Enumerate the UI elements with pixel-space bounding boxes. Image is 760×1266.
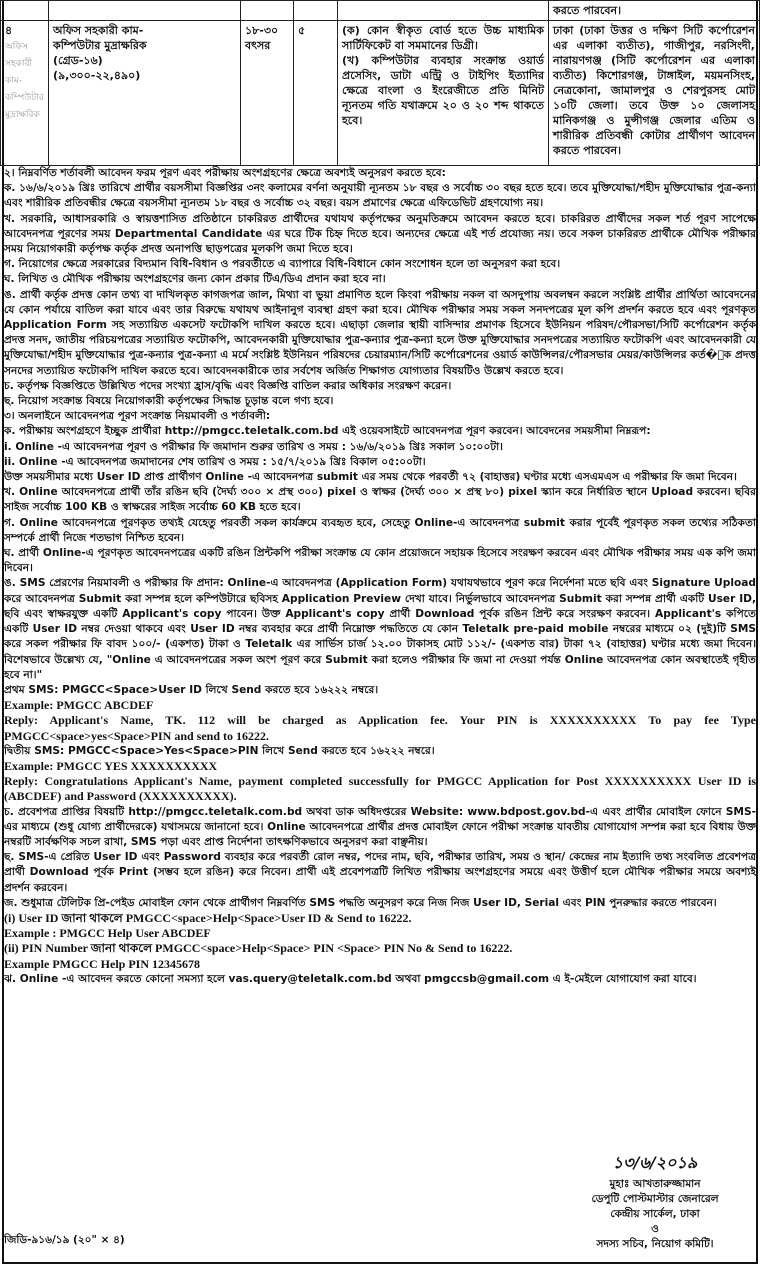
reference-number: জিডি-৯১৬/১৯ (২০" × ৪) — [4, 1234, 125, 1246]
table-row — [1, 21, 760, 166]
paragraph: খ. Online আবেদনপত্রে প্রার্থী তাঁর রঙিন ছবি (দৈর্ঘ্য ৩০০ × প্রস্থ ৩০০) pixel ও স্বাক্ষর (দৈর্ঘ্য ৩০০ × প্রস্থ ৮০) pixel স্ক্যান করে নির্ধারিত স্থানে Upload করবেন। ছবির সাইজ সর্বোচ্চ 100 KB ও স্বাক্ষরের সাইজ সর্বোচ্চ 60 KB হতে হবে। — [4, 486, 756, 514]
paragraph: Example PMGCC Help PIN 12345678 — [4, 956, 200, 971]
signature-mark: ১৩/৬/২০১৯ — [612, 1153, 698, 1172]
paragraph: খ. সরকারি, আধাসরকারি ও স্বায়ত্তশাসিত প্রতিষ্ঠানে চাকরিরত প্রার্থীদের যথাযথ কর্তৃপক্ষের অনুমতিক্রমে আবেদন করতে হবে। চাকরিরত প্রার্থীদের সকল শর্ত পূরণ সাপেক্ষে আবেদনপত্র পূরণের সময় Departmental Candidate এর ঘরে টিক চিহ্ন দিতে হবে। অন্যদের ক্ষেত্রে এই শর্ত প্রযোজ্য নয়। তবে সকল চাকরিরত প্রার্থীকে মৌখিক পরীক্ষার সময় নিয়োগকারী কর্তৃপক্ষ কর্তৃক প্রদত্ত অনাপত্তি ছাড়পত্রের মূলকপি জমা দিতে হবে। — [4, 212, 756, 256]
signatory-name: মুহাঃ আখতারুজ্জামান — [609, 1178, 701, 1190]
paragraph: ঘ. প্রার্থী Online-এ পূরণকৃত আবেদনপত্রের একটি রঙিন প্রিন্টকপি পরীক্ষা সংক্রান্ত যে কোন প্রয়োজনে সহায়ক হিসেবে সংরক্ষণ করবেন এবং মৌখিক পরীক্ষার সময় এক কপি জমা দিবেন। — [4, 547, 756, 575]
post-name-2: কম্পিউটার মুদ্রাক্ষরিক — [53, 39, 147, 52]
paragraph: ৩। অনলাইনে আবেদনপত্র পূরণ সংক্রান্ত নিয়মাবলী ও শর্তাবলী: — [4, 410, 271, 423]
paragraph: Example: PMGCC ABCDEF — [4, 698, 154, 713]
paragraph: প্রথম SMS: PMGCC<Space>User ID লিখে Send করতে হবে ১৬২২২ নম্বরে। — [4, 683, 379, 696]
paragraph: ক. পরীক্ষায় অংশগ্রহণে ইচ্ছুক প্রার্থীরা http://pmgcc.teletalk.com.bd এই ওয়েবসাইটে আবেদনপত্র পূরণ করবেন। আবেদনের সময়সীমা নিম্নরূপ: — [4, 425, 651, 438]
post-count: ৫ — [294, 21, 338, 166]
paragraph: গ. Online আবেদনপত্রে পূরণকৃত তথ্যই যেহেতু পরবর্তী সকল কার্যক্রমে ব্যবহৃত হবে, সেহেতু Online-এ আবেদনপত্র submit করার পূর্বেই পূরণকৃত সকল তথ্যের সঠিকতা সম্পর্কে প্রার্থী নিজে শতভাগ নিশ্চিত হবেন। — [4, 516, 756, 544]
post-name-1: অফিস সহকারী কাম- — [53, 24, 144, 37]
paragraph: চ. কর্তৃপক্ষ বিজ্ঞপ্তিতে উল্লিখিত পদের সংখ্যা হ্রাস/বৃদ্ধি এবং বিজ্ঞপ্তি বাতিল করার অধিকার সংরক্ষণ করেন। — [4, 379, 452, 392]
paragraph: ঝ. Online -এ আবেদন করতে কোনো সমস্যা হলে vas.query@teletalk.com.bd অথবা pmgccsb@gmail.com এ ই-মেইলে যোগাযোগ করা যাবে। — [4, 972, 697, 985]
paragraph: ঙ. প্রার্থী কর্তৃক প্রদত্ত কোন তথ্য বা দাখিলকৃত কাগজপত্র জাল, মিথ্যা বা ভুয়া প্রমাণিত হলে কিংবা পরীক্ষায় নকল বা অসদুপায় অবলম্বন করলে সংশ্লিষ্ট প্রার্থীর প্রার্থিতা আবেদনের যে কোন পর্যায়ে বাতিল করা যাবে এবং তার বিরুদ্ধে যথাযথ আইনানুগ ব্যবস্থা গ্রহণ করা হবে। মৌখিক পরীক্ষার সময় সকল সনদপত্রের মূল কপি প্রদর্শন করতে হবে এবং পূরণকৃত Application Form সহ সত্যায়িত একসেট ফটোকপি দাখিল করতে হবে। এছাড়া জেলার স্থায়ী বাসিন্দার প্রমাণক হিসেবে ইউনিয়ন পরিষদ/পৌরসভা/সিটি কর্পোরেশন কর্তৃক প্রদত্ত সনদ, জাতীয় পরিচয়পত্রের সত্যায়িত ফটোকপি, আবেদনকারী মুক্তিযোদ্ধার পুত্র-কন্যার পুত্র-কন্যা হলে উক্ত মুক্তিযোদ্ধার সনদপত্রের সত্যায়িত ফটোকপি এবং আবেদনকারী যে মুক্তিযোদ্ধা/শহীদ মুক্তিযোদ্ধার পুত্র-কন্যার পুত্র-কন্যা এ মর্মে সংশ্লিষ্ট ইউনিয়ন পরিষদের চেয়ারম্যান/সিটি কর্পোরেশনের ওয়ার্ড কাউন্সিলর/পৌরসভার মেয়র/কাউন্সিলর কর্ত�ৃক প্রদত্ত সনদের সত্যায়িত ফটোকপি দাখিল করতে হবে। আবেদনকারীকে তার সর্বশেষ অর্জিত শিক্ষাগত যোগ্যতার বিষয়টিও উল্লেখ করতে হবে। — [4, 288, 756, 377]
signatory-office: কেন্দ্রীয় সার্কেল, ঢাকা — [610, 1208, 700, 1220]
paragraph: (ii) PIN Number জানা থাকলে PMGCC<space>Help<Space> PIN <Space> PIN No & Send to 16222. — [4, 941, 513, 956]
previous-row-text: করতে পারবেন। — [549, 1, 760, 21]
post-pay-scale: (৯,৩০০-২২,৪৯০) — [53, 69, 141, 82]
paragraph: ছ. SMS-এ প্রেরিত User ID এবং Password ব্যবহার করে পরবর্তী রোল নম্বর, পদের নাম, ছবি, পরীক্ষার তারিখ, সময় ও স্থান/ কেন্দ্রের নাম ইত্যাদি তথ্য সংবলিত প্রবেশপত্র প্রার্থী Download পূর্বক Print (সম্ভব হলে রঙিন) করে নিবেন। প্রার্থী এই প্রবেশপত্রটি লিখিত পরীক্ষায় অংশগ্রহণের সময়ে এবং উত্তীর্ণ হলে মৌখিক পরীক্ষার সময়ে অবশ্যই প্রদর্শন করবেন। — [4, 851, 756, 894]
paragraph: Example: PMGCC YES XXXXXXXXXX — [4, 758, 218, 773]
paragraph: Reply: Applicant's Name, TK. 112 will be charged as Application fee. Your PIN is XXXXXXXXXX To pay fee Type PMGCC<space>yes<Space>PIN and send to 16222. — [4, 713, 756, 743]
vacancy-table — [0, 0, 760, 166]
serial-number: ৪ — [5, 24, 13, 37]
paragraph: ২। নিম্নবর্ণিত শর্তাবলী আবেদন ফরম পূরণ এবং পরীক্ষায় অংশগ্রহণের ক্ষেত্রে অবশ্যই অনুসরণ করতে হবে: — [4, 167, 446, 179]
paragraph: ঘ. লিখিত ও মৌখিক পরীক্ষায় অংশগ্রহণের জন্য কোন প্রকার টিএ/ডিএ প্রদান করা হবে না। — [4, 273, 386, 286]
eligible-districts: ঢাকা (ঢাকা উত্তর ও দক্ষিণ সিটি কর্পোরেশন এর এলাকা ব্যতীত), গাজীপুর, নরসিংদী, নারায়ণগঞ্জ (সিটি কর্পোরেশন এর এলাকা ব্যতীত) কিশোরগঞ্জ, টাঙ্গাইল, ময়মনসিংহ, নেত্রকোনা, জামালপুর ও শেরপুরসহ মোট ১০টি জেলা। তবে উক্ত ১০ জেলাসহ মানিকগঞ্জ ও মুন্সীগঞ্জ জেলার এতিম ও শারীরিক প্রতিবন্ধী কোটার প্রার্থীগণ আবেদন করতে পারবেন। — [549, 21, 760, 166]
paragraph: Reply: Congratulations Applicant's Name, payment completed successfully for PMGCC Application for Post XXXXXXXXXX User ID is (ABCDEF) and Password (XXXXXXXXXX). — [4, 774, 756, 804]
paragraph: জ. শুধুমাত্র টেলিটক প্রি-পেইড মোবাইল ফোন থেকে প্রার্থীগণ নিম্নবর্ণিত SMS পদ্ধতি অনুসরণ করে নিজ নিজ User ID, Serial এবং PIN পুনরুদ্ধার করতে পারবেন। — [4, 896, 717, 909]
paragraph: (i) User ID জানা থাকলে PMGCC<space>Help<Space>User ID & Send to 16222. — [4, 910, 412, 925]
paragraph: দ্বিতীয় SMS: PMGCC<Space>Yes<Space>PIN লিখে Send করতে হবে ১৬২২২ নম্বরে। — [4, 744, 435, 757]
signatory-designation: ডেপুটি পোস্টমাস্টার জেনারেল — [591, 1193, 719, 1205]
post-grade: (গ্রেড-১৬) — [53, 54, 103, 67]
signature-block — [560, 1155, 750, 1252]
paragraph: ii. Online -এ আবেদনপত্র জমাদানের শেষ তারিখ ও সময় : ১৫/৭/২০১৯ খ্রিঃ বিকাল ০৫:০০টা। — [4, 455, 426, 468]
paragraph: গ. নিয়োগের ক্ষেত্রে সরকারের বিদ্যমান বিধি-বিধান ও পরবর্তীতে এ ব্যাপারে বিধি-বিধানে কোন সংশোধন হলে তা অনুসরণ করা হবে। — [4, 258, 561, 271]
age-limit: ১৮-৩০ বৎসর — [241, 21, 294, 166]
paragraph: Example : PMGCC Help User ABCDEF — [4, 926, 211, 941]
paragraph: ঙ. SMS প্রেরণের নিয়মাবলী ও পরীক্ষার ফি প্রদান: Online-এ আবেদনপত্র (Application Form) যথাযথভাবে পূরণ করে নির্দেশনা মতে ছবি এবং Signature Upload করে আবেদনপত্র Submit করা সম্পন্ন হলে কম্পিউটারে ছবিসহ Application Preview দেখা যাবে। নির্ভুলভাবে আবেদনপত্র Submit করা সম্পন্ন প্রার্থী একটি User ID, ছবি এবং স্বাক্ষরযুক্ত একটি Applicant's copy পাবেন। উক্ত Applicant's copy প্রার্থী Download পূর্বক রঙিন প্রিন্ট করে সংরক্ষণ করবেন। Applicant's কপিতে একটি User ID নম্বর দেওয়া থাকবে এবং User ID নম্বর ব্যবহার করে প্রার্থী নিম্নোক্ত পদ্ধতিতে যে কোন Teletalk pre-paid mobile নম্বরের মাধ্যমে ০২ (দুই)টি SMS করে সকল পরীক্ষার ফি বাবদ ১০০/- (একশত) টাকা ও Teletalk এর সার্ভিস চার্জ ১২.০০ টাকাসহ মোট ১১২/- (একশত বার) টাকা ৭২ (বাহাত্তর) ঘণ্টার মধ্যে জমা দিবেন। বিশেষভাবে উল্লেখ্য যে, "Online এ আবেদনপত্রের সকল অংশ পূরণ করে Submit করা হলেও পরীক্ষার ফি জমা না দেওয়া পর্যন্ত Online আবেদনপত্র কোন অবস্থাতেই গৃহীত হবে না।" — [4, 577, 756, 681]
paragraph: i. Online -এ আবেদনপত্র পূরণ ও পরীক্ষার ফি জমাদান শুরুর তারিখ ও সময় : ১৬/৬/২০১৯ খ্রিঃ সকাল ১০:০০টা। — [4, 440, 503, 453]
signatory-role: সদস্য সচিব, নিয়োগ কমিটি। — [596, 1238, 714, 1250]
signatory-and: ও — [651, 1223, 659, 1235]
conditions-body — [4, 166, 756, 987]
qualification-a: (ক) কোন স্বীকৃত বোর্ড হতে উচ্চ মাধ্যমিক সার্টিফিকেট বা সমমানের ডিগ্রী। — [342, 24, 544, 52]
qualification-b: (খ) কম্পিউটার ব্যবহার সংক্রান্ত ওয়ার্ড প্রসেসিং, ডাটা এন্ট্রি ও টাইপিং ইত্যাদির ক্ষেত্রে বাংলা ও ইংরেজীতে প্রতি মিনিট ন্যূনতম গতি যথাক্রমে ২০ ও ২০ শব্দ থাকতে হবে। — [342, 54, 544, 127]
paragraph: ছ. নিয়োগ সংক্রান্ত বিষয়ে নিয়োগকারী কর্তৃপক্ষের সিদ্ধান্ত চূড়ান্ত বলে গণ্য হবে। — [4, 395, 334, 408]
paragraph: ক. ১৬/৬/২০১৯ খ্রিঃ তারিখে প্রার্থীর বয়সসীমা বিজ্ঞপ্তির ৩নং কলামের বর্ণনা অনুযায়ী ন্যূনতম ১৮ বছর ও সর্বোচ্চ ৩০ বছর হতে হবে। তবে মুক্তিযোদ্ধা/শহীদ মুক্তিযোদ্ধার পুত্র-কন্যা এবং শারীরিক প্রতিবন্ধীর ক্ষেত্রে বয়সসীমা ন্যূনতম ১৮ বছর ও সর্বোচ্চ ৩২ বছর। বয়স প্রমাণের ক্ষেত্রে এফিডেভিট গ্রহণযোগ্য নয়। — [4, 182, 756, 210]
paragraph: চ. প্রবেশপত্র প্রাপ্তির বিষয়টি http://pmgcc.teletalk.com.bd অথবা ডাক অধিদপ্তরের Website: www.bdpost.gov.bd-এ এবং প্রার্থীর মোবাইল ফোনে SMS-এর মাধ্যমে (শুধু যোগ্য প্রার্থীদেরকে) যথাসময়ে জানানো হবে। Online আবেদনপত্রে প্রার্থীর প্রদত্ত মোবাইল ফোনে পরীক্ষা সংক্রান্ত যাবতীয় যোগাযোগ সম্পন্ন করা হবে বিধায় উক্ত নম্বরটি সার্বক্ষণিক সচল রাখা, SMS পড়া এবং প্রাপ্ত নির্দেশনা তাৎক্ষণিকভাবে অনুসরণ করা বাঞ্ছনীয়। — [4, 805, 756, 848]
previous-row-tail — [1, 1, 760, 21]
paragraph: উক্ত সময়সীমার মধ্যে User ID প্রাপ্ত প্রার্থীগণ Online -এ আবেদনপত্র submit এর সময় থেকে পরবর্তী ৭২ (বাহাত্তর) ঘণ্টার মধ্যে এসএমএস এ পরীক্ষার ফি জমা দিবেন। — [4, 471, 737, 484]
faded-bleed-text: অফিস সহকারী কাম-কম্পিউটার মুদ্রাক্ষরিক — [5, 42, 44, 120]
